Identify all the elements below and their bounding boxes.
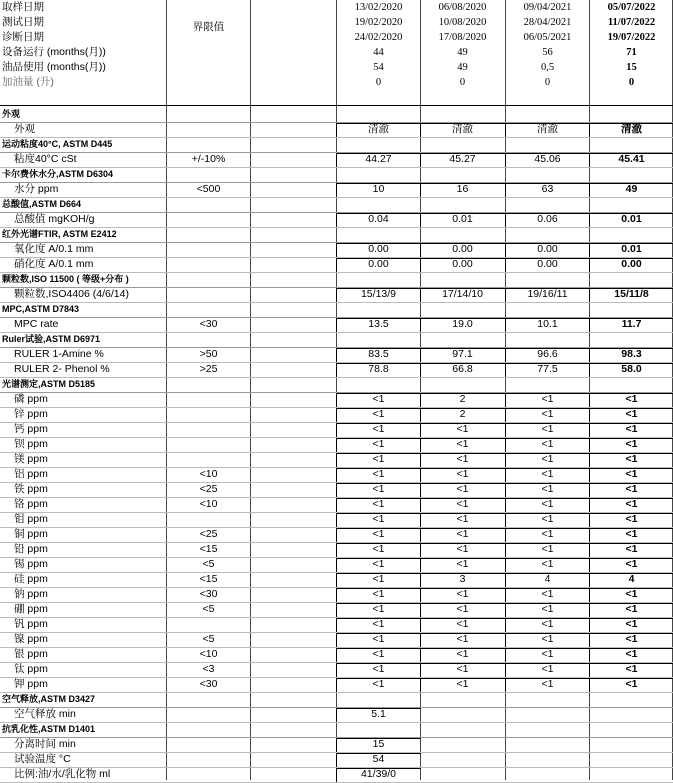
value-cell: 10	[372, 183, 385, 195]
limit-value: <5	[202, 633, 215, 645]
value-cell: <1	[456, 423, 469, 435]
value-cell: <1	[541, 678, 554, 690]
row-label: 铁 ppm	[14, 483, 48, 495]
value-cell: <1	[456, 483, 469, 495]
value-cell: 0.00	[452, 243, 473, 255]
row-label: 空气释放 min	[14, 708, 76, 720]
value-cell: <1	[625, 423, 638, 435]
value-cell: <1	[541, 558, 554, 570]
value-cell: 清澈	[452, 123, 473, 135]
value-cell: 78.8	[368, 363, 389, 375]
value-cell: <1	[541, 543, 554, 555]
value-cell: 0.00	[368, 243, 389, 255]
header-value: 10/08/2020	[438, 17, 487, 28]
value-cell: 2	[459, 393, 466, 405]
row-label: 氧化度 A/0.1 mm	[14, 243, 94, 255]
row-label: 试验温度 °C	[14, 753, 71, 765]
limit-value: >25	[199, 363, 218, 375]
value-cell: <1	[372, 573, 385, 585]
header-value: 05/07/2022	[607, 2, 656, 13]
header-value: 11/07/2022	[607, 17, 656, 28]
row-divider	[0, 722, 673, 723]
value-cell: <1	[541, 483, 554, 495]
header-value: 17/08/2020	[438, 32, 487, 43]
header-value: 06/05/2021	[523, 32, 572, 43]
value-cell: <1	[625, 468, 638, 480]
limit-value: <25	[199, 528, 218, 540]
value-cell: <1	[625, 393, 638, 405]
value-cell: <1	[372, 483, 385, 495]
row-label: 锌 ppm	[14, 408, 48, 420]
row-divider	[0, 692, 673, 693]
row-label: 镁 ppm	[14, 453, 48, 465]
value-cell: <1	[541, 468, 554, 480]
value-cell: 19.0	[452, 318, 473, 330]
value-cell: 54	[372, 753, 385, 765]
value-cell: <1	[541, 618, 554, 630]
section-heading: 总酸值,ASTM D664	[2, 199, 82, 209]
value-cell: <1	[372, 468, 385, 480]
value-cell: 16	[456, 183, 469, 195]
header-label: 加油量 (升)	[2, 76, 54, 88]
section-heading: 空气释放,ASTM D3427	[2, 694, 96, 704]
value-cell: <1	[541, 513, 554, 525]
value-cell: 11.7	[621, 318, 642, 330]
value-cell: <1	[541, 438, 554, 450]
value-cell: <1	[541, 423, 554, 435]
value-cell: <1	[541, 663, 554, 675]
value-cell: <1	[456, 453, 469, 465]
value-cell: <1	[372, 663, 385, 675]
value-cell: <1	[456, 558, 469, 570]
header-value: 49	[457, 47, 468, 58]
value-cell: 15/11/8	[614, 288, 649, 300]
value-cell: 清澈	[537, 123, 558, 135]
value-cell: <1	[456, 663, 469, 675]
value-cell: <1	[541, 453, 554, 465]
value-cell: 2	[459, 408, 466, 420]
value-cell: <1	[372, 513, 385, 525]
header-value: 54	[373, 62, 384, 73]
value-cell: <1	[541, 408, 554, 420]
value-cell: <1	[372, 528, 385, 540]
limit-value: <30	[199, 318, 218, 330]
row-divider	[0, 302, 673, 303]
value-cell: 77.5	[537, 363, 558, 375]
row-label: 钼 ppm	[14, 513, 48, 525]
value-cell: <1	[625, 558, 638, 570]
value-cell: <1	[625, 603, 638, 615]
value-cell: 5.1	[371, 708, 386, 720]
section-heading: 光谱测定,ASTM D5185	[2, 379, 96, 389]
section-heading: 颗粒数,ISO 11500 ( 等级+分布 )	[2, 274, 129, 284]
row-label: 银 ppm	[14, 648, 48, 660]
limit-value: <30	[199, 588, 218, 600]
value-cell: <1	[541, 633, 554, 645]
header-value: 0	[628, 77, 635, 88]
column-divider	[250, 0, 251, 780]
value-cell: <1	[372, 633, 385, 645]
header-value: 71	[626, 47, 637, 58]
value-cell: <1	[456, 528, 469, 540]
limit-value: <15	[199, 573, 218, 585]
value-cell: 41/39/0	[360, 768, 397, 780]
header-label: 油品使用 (months(月))	[2, 61, 106, 73]
row-divider	[0, 332, 673, 333]
row-label: 钒 ppm	[14, 618, 48, 630]
value-cell: 17/14/10	[442, 288, 483, 300]
value-cell: <1	[541, 528, 554, 540]
header-label: 设备运行 (months(月))	[2, 46, 106, 58]
value-cell: 10.1	[537, 318, 558, 330]
value-cell: <1	[456, 498, 469, 510]
value-cell: 4	[628, 573, 635, 585]
value-cell: 15	[372, 738, 385, 750]
row-label: 铅 ppm	[14, 543, 48, 555]
header-value: 49	[457, 62, 468, 73]
value-cell: <1	[625, 528, 638, 540]
value-cell: 45.41	[618, 153, 645, 165]
value-cell: 0.00	[537, 243, 558, 255]
value-cell: <1	[456, 678, 469, 690]
row-label: 分离时间 min	[14, 738, 76, 750]
header-label: 诊断日期	[2, 31, 44, 43]
row-label: 钙 ppm	[14, 423, 48, 435]
value-cell: <1	[625, 588, 638, 600]
value-cell: <1	[372, 453, 385, 465]
value-cell: <1	[372, 678, 385, 690]
value-cell: <1	[625, 663, 638, 675]
header-value: 19/02/2020	[354, 17, 403, 28]
header-value: 24/02/2020	[354, 32, 403, 43]
limit-value: <5	[202, 603, 215, 615]
value-cell: <1	[625, 438, 638, 450]
section-heading: 红外光谱FTIR, ASTM E2412	[2, 229, 117, 239]
limit-value: <25	[199, 483, 218, 495]
row-divider	[0, 377, 673, 378]
row-label: 水分 ppm	[14, 183, 59, 195]
value-cell: <1	[625, 513, 638, 525]
header-value: 0	[375, 77, 382, 88]
value-cell: <1	[541, 393, 554, 405]
value-cell: <1	[456, 513, 469, 525]
value-cell: <1	[372, 498, 385, 510]
value-cell: 63	[541, 183, 554, 195]
value-cell: 4	[544, 573, 551, 585]
header-value: 09/04/2021	[523, 2, 572, 13]
row-label: 铜 ppm	[14, 528, 48, 540]
value-cell: <1	[456, 438, 469, 450]
value-cell: 清澈	[621, 123, 642, 135]
value-cell: 66.8	[452, 363, 473, 375]
row-label: MPC rate	[14, 318, 59, 330]
row-label: 镍 ppm	[14, 633, 48, 645]
row-label: 钡 ppm	[14, 438, 48, 450]
value-cell: 44.27	[365, 153, 392, 165]
value-cell: <1	[456, 648, 469, 660]
section-heading: Ruler试验,ASTM D6971	[2, 334, 101, 344]
row-label: 钾 ppm	[14, 678, 48, 690]
row-label: 颗粒数,ISO4406 (4/6/14)	[14, 288, 129, 300]
value-cell: <1	[625, 543, 638, 555]
value-cell: 45.27	[449, 153, 476, 165]
value-cell: <1	[456, 543, 469, 555]
limit-value: <5	[202, 558, 215, 570]
value-cell: 0.00	[368, 258, 389, 270]
value-cell: <1	[456, 588, 469, 600]
value-cell: 58.0	[621, 363, 642, 375]
limit-value: <3	[202, 663, 215, 675]
value-cell: <1	[372, 558, 385, 570]
section-heading: 卡尔费休水分,ASTM D6304	[2, 169, 114, 179]
value-cell: <1	[625, 618, 638, 630]
header-value: 06/08/2020	[438, 2, 487, 13]
value-cell: <1	[541, 603, 554, 615]
value-cell: <1	[372, 603, 385, 615]
row-label: 钠 ppm	[14, 588, 48, 600]
section-heading: 运动粘度40°C, ASTM D445	[2, 139, 113, 149]
row-label: RULER 2- Phenol %	[14, 363, 110, 375]
value-cell: 19/16/11	[527, 288, 568, 300]
row-label: 铬 ppm	[14, 498, 48, 510]
value-cell: <1	[541, 588, 554, 600]
row-label: 硝化度 A/0.1 mm	[14, 258, 94, 270]
value-cell: 45.06	[534, 153, 561, 165]
limit-value: +/-10%	[191, 153, 226, 165]
value-cell: <1	[541, 498, 554, 510]
row-label: 硅 ppm	[14, 573, 48, 585]
limit-value: <500	[196, 183, 221, 195]
value-cell: <1	[625, 453, 638, 465]
row-label: RULER 1-Amine %	[14, 348, 104, 360]
value-cell: <1	[372, 648, 385, 660]
row-label: 总酸值 mgKOH/g	[14, 213, 95, 225]
row-label: 铝 ppm	[14, 468, 48, 480]
header-value: 15	[626, 62, 637, 73]
row-label: 锡 ppm	[14, 558, 48, 570]
value-cell: <1	[625, 408, 638, 420]
section-heading: MPC,ASTM D7843	[2, 304, 80, 314]
value-cell: 13.5	[368, 318, 389, 330]
value-cell: 0.00	[621, 258, 642, 270]
value-cell: <1	[372, 543, 385, 555]
header-value: 28/04/2021	[523, 17, 572, 28]
value-cell: 0.00	[452, 258, 473, 270]
value-cell: 0.04	[368, 213, 389, 225]
value-cell: <1	[372, 393, 385, 405]
section-heading: 抗乳化性,ASTM D1401	[2, 724, 96, 734]
value-cell: 0.00	[537, 258, 558, 270]
value-cell: 83.5	[368, 348, 389, 360]
value-cell: <1	[372, 438, 385, 450]
header-label: 取样日期	[2, 1, 44, 13]
row-label: 比例:油/水/乳化物 ml	[14, 768, 111, 780]
value-cell: 49	[625, 183, 638, 195]
value-cell: <1	[625, 648, 638, 660]
value-cell: 96.6	[537, 348, 558, 360]
limit-column-title: 界限值	[192, 21, 225, 33]
value-cell: <1	[456, 633, 469, 645]
value-cell: <1	[372, 588, 385, 600]
header-value: 19/07/2022	[607, 32, 656, 43]
value-cell: <1	[372, 618, 385, 630]
limit-value: <10	[199, 468, 218, 480]
value-cell: 0.06	[537, 213, 558, 225]
limit-value: <30	[199, 678, 218, 690]
row-label: 外观	[14, 123, 35, 135]
value-cell: 97.1	[452, 348, 473, 360]
header-value: 0,5	[540, 62, 555, 73]
value-cell: <1	[625, 678, 638, 690]
header-value: 44	[373, 47, 384, 58]
row-label: 磷 ppm	[14, 393, 48, 405]
row-label: 钛 ppm	[14, 663, 48, 675]
value-cell: <1	[625, 498, 638, 510]
row-label: 硼 ppm	[14, 603, 48, 615]
value-cell: <1	[456, 603, 469, 615]
limit-value: <10	[199, 648, 218, 660]
value-cell: <1	[372, 423, 385, 435]
value-cell: 0.01	[621, 243, 642, 255]
limit-value: <10	[199, 498, 218, 510]
value-cell: <1	[541, 648, 554, 660]
value-cell: <1	[456, 618, 469, 630]
value-cell: <1	[372, 408, 385, 420]
row-label: 粘度40°C cSt	[14, 153, 77, 165]
value-cell: 0.01	[621, 213, 642, 225]
header-separator	[0, 105, 673, 106]
value-cell: 清澈	[368, 123, 389, 135]
value-cell: <1	[456, 468, 469, 480]
section-heading: 外观	[2, 109, 21, 119]
value-cell: 3	[459, 573, 466, 585]
value-cell: 98.3	[621, 348, 642, 360]
value-cell: 0.01	[452, 213, 473, 225]
value-cell: <1	[625, 483, 638, 495]
header-label: 测试日期	[2, 16, 44, 28]
header-value: 0	[544, 77, 551, 88]
header-value: 56	[542, 47, 553, 58]
header-value: 0	[459, 77, 466, 88]
limit-value: >50	[199, 348, 218, 360]
limit-value: <15	[199, 543, 218, 555]
value-cell: 15/13/9	[360, 288, 397, 300]
value-cell: <1	[625, 633, 638, 645]
header-value: 13/02/2020	[354, 2, 403, 13]
row-divider	[0, 197, 673, 198]
